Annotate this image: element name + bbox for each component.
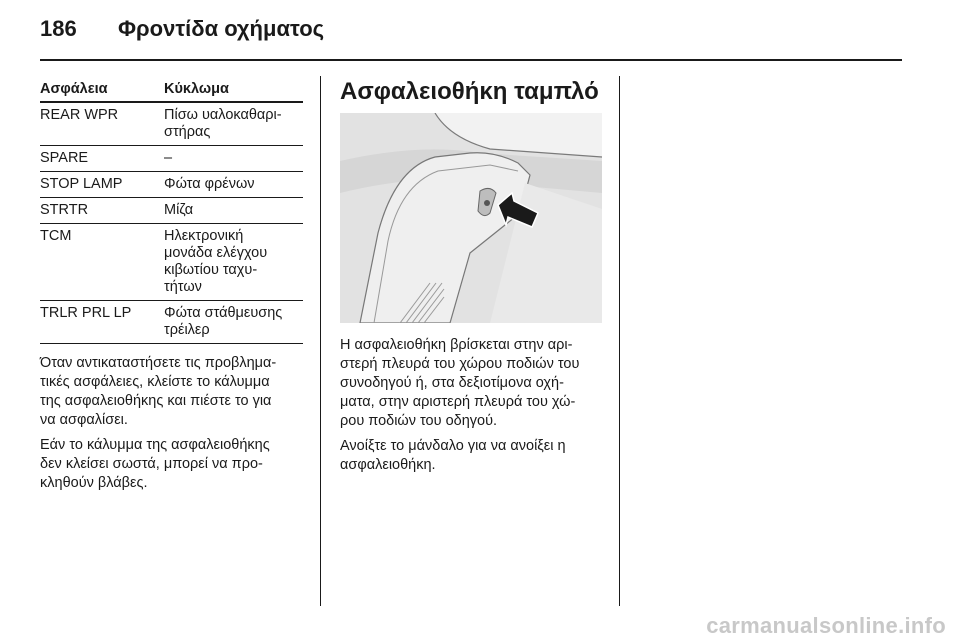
- column-divider-left: [320, 76, 321, 606]
- circuit-name: Φώτα στάθμευσης τρέιλερ: [164, 305, 283, 338]
- circuit-name: –: [164, 150, 173, 166]
- cover-warning-note: Εάν το κάλυμμα της ασφαλειοθήκης δεν κλείσει σωστά, μπορεί να προ- κληθούν βλάβες.: [40, 437, 270, 491]
- fuse-name: STRTR: [40, 202, 89, 218]
- chapter-title: Φροντίδα οχήματος: [118, 16, 325, 41]
- fuse-name: REAR WPR: [40, 107, 119, 123]
- fuse-row: [40, 198, 303, 224]
- fusebox-location-text: Η ασφαλειοθήκη βρίσκεται στην αρι- στερή πλευρά του χώρου ποδιών του συνοδηγού ή, στα δεξιοτίμονα οχή- ματα, στην αριστερή πλευρά του χώ- ρου ποδιών του οδηγού.: [340, 337, 580, 429]
- left-column: [40, 81, 303, 493]
- fuse-name: STOP LAMP: [40, 176, 123, 192]
- section-title: Ασφαλειοθήκη ταμπλό: [340, 78, 599, 105]
- fuse-row: [40, 146, 303, 172]
- fuse-row: [40, 102, 303, 146]
- circuit-name: Πίσω υαλοκαθαρι- στήρας: [164, 107, 282, 140]
- fuse-table: [40, 81, 303, 344]
- circuit-name: Ηλεκτρονική μονάδα ελέγχου κιβωτίου ταχυ- τήτων: [164, 228, 268, 295]
- fuse-column-header: Ασφάλεια: [40, 81, 108, 97]
- fusebox-illustration: [340, 113, 602, 323]
- circuit-column-header: Κύκλωμα: [164, 81, 229, 97]
- fuse-name: SPARE: [40, 150, 89, 166]
- fuse-table-body: [40, 102, 303, 344]
- middle-column: [340, 78, 602, 475]
- header-rule: [40, 59, 902, 61]
- fusebox-open-text: Ανοίξτε το μάνδαλο για να ανοίξει η ασφαλειοθήκη.: [340, 438, 566, 473]
- column-divider-right: [619, 76, 620, 606]
- page-number: 186: [40, 16, 77, 41]
- fuse-row: [40, 224, 303, 301]
- circuit-name: Μίζα: [164, 202, 194, 218]
- fuse-replace-note: Όταν αντικαταστήσετε τις προβλημα- τικές ασφάλειες, κλείστε το κάλυμμα της ασφαλειοθήκης και πιέστε το για να ασφαλίσει.: [40, 355, 277, 428]
- circuit-name: Φώτα φρένων: [164, 176, 255, 192]
- fuse-name: TCM: [40, 228, 72, 244]
- fuse-row: [40, 172, 303, 198]
- fuse-table-header: [40, 81, 303, 102]
- fuse-row: [40, 301, 303, 344]
- watermark: carmanualsonline.info: [706, 613, 946, 638]
- fuse-name: TRLR PRL LP: [40, 305, 132, 321]
